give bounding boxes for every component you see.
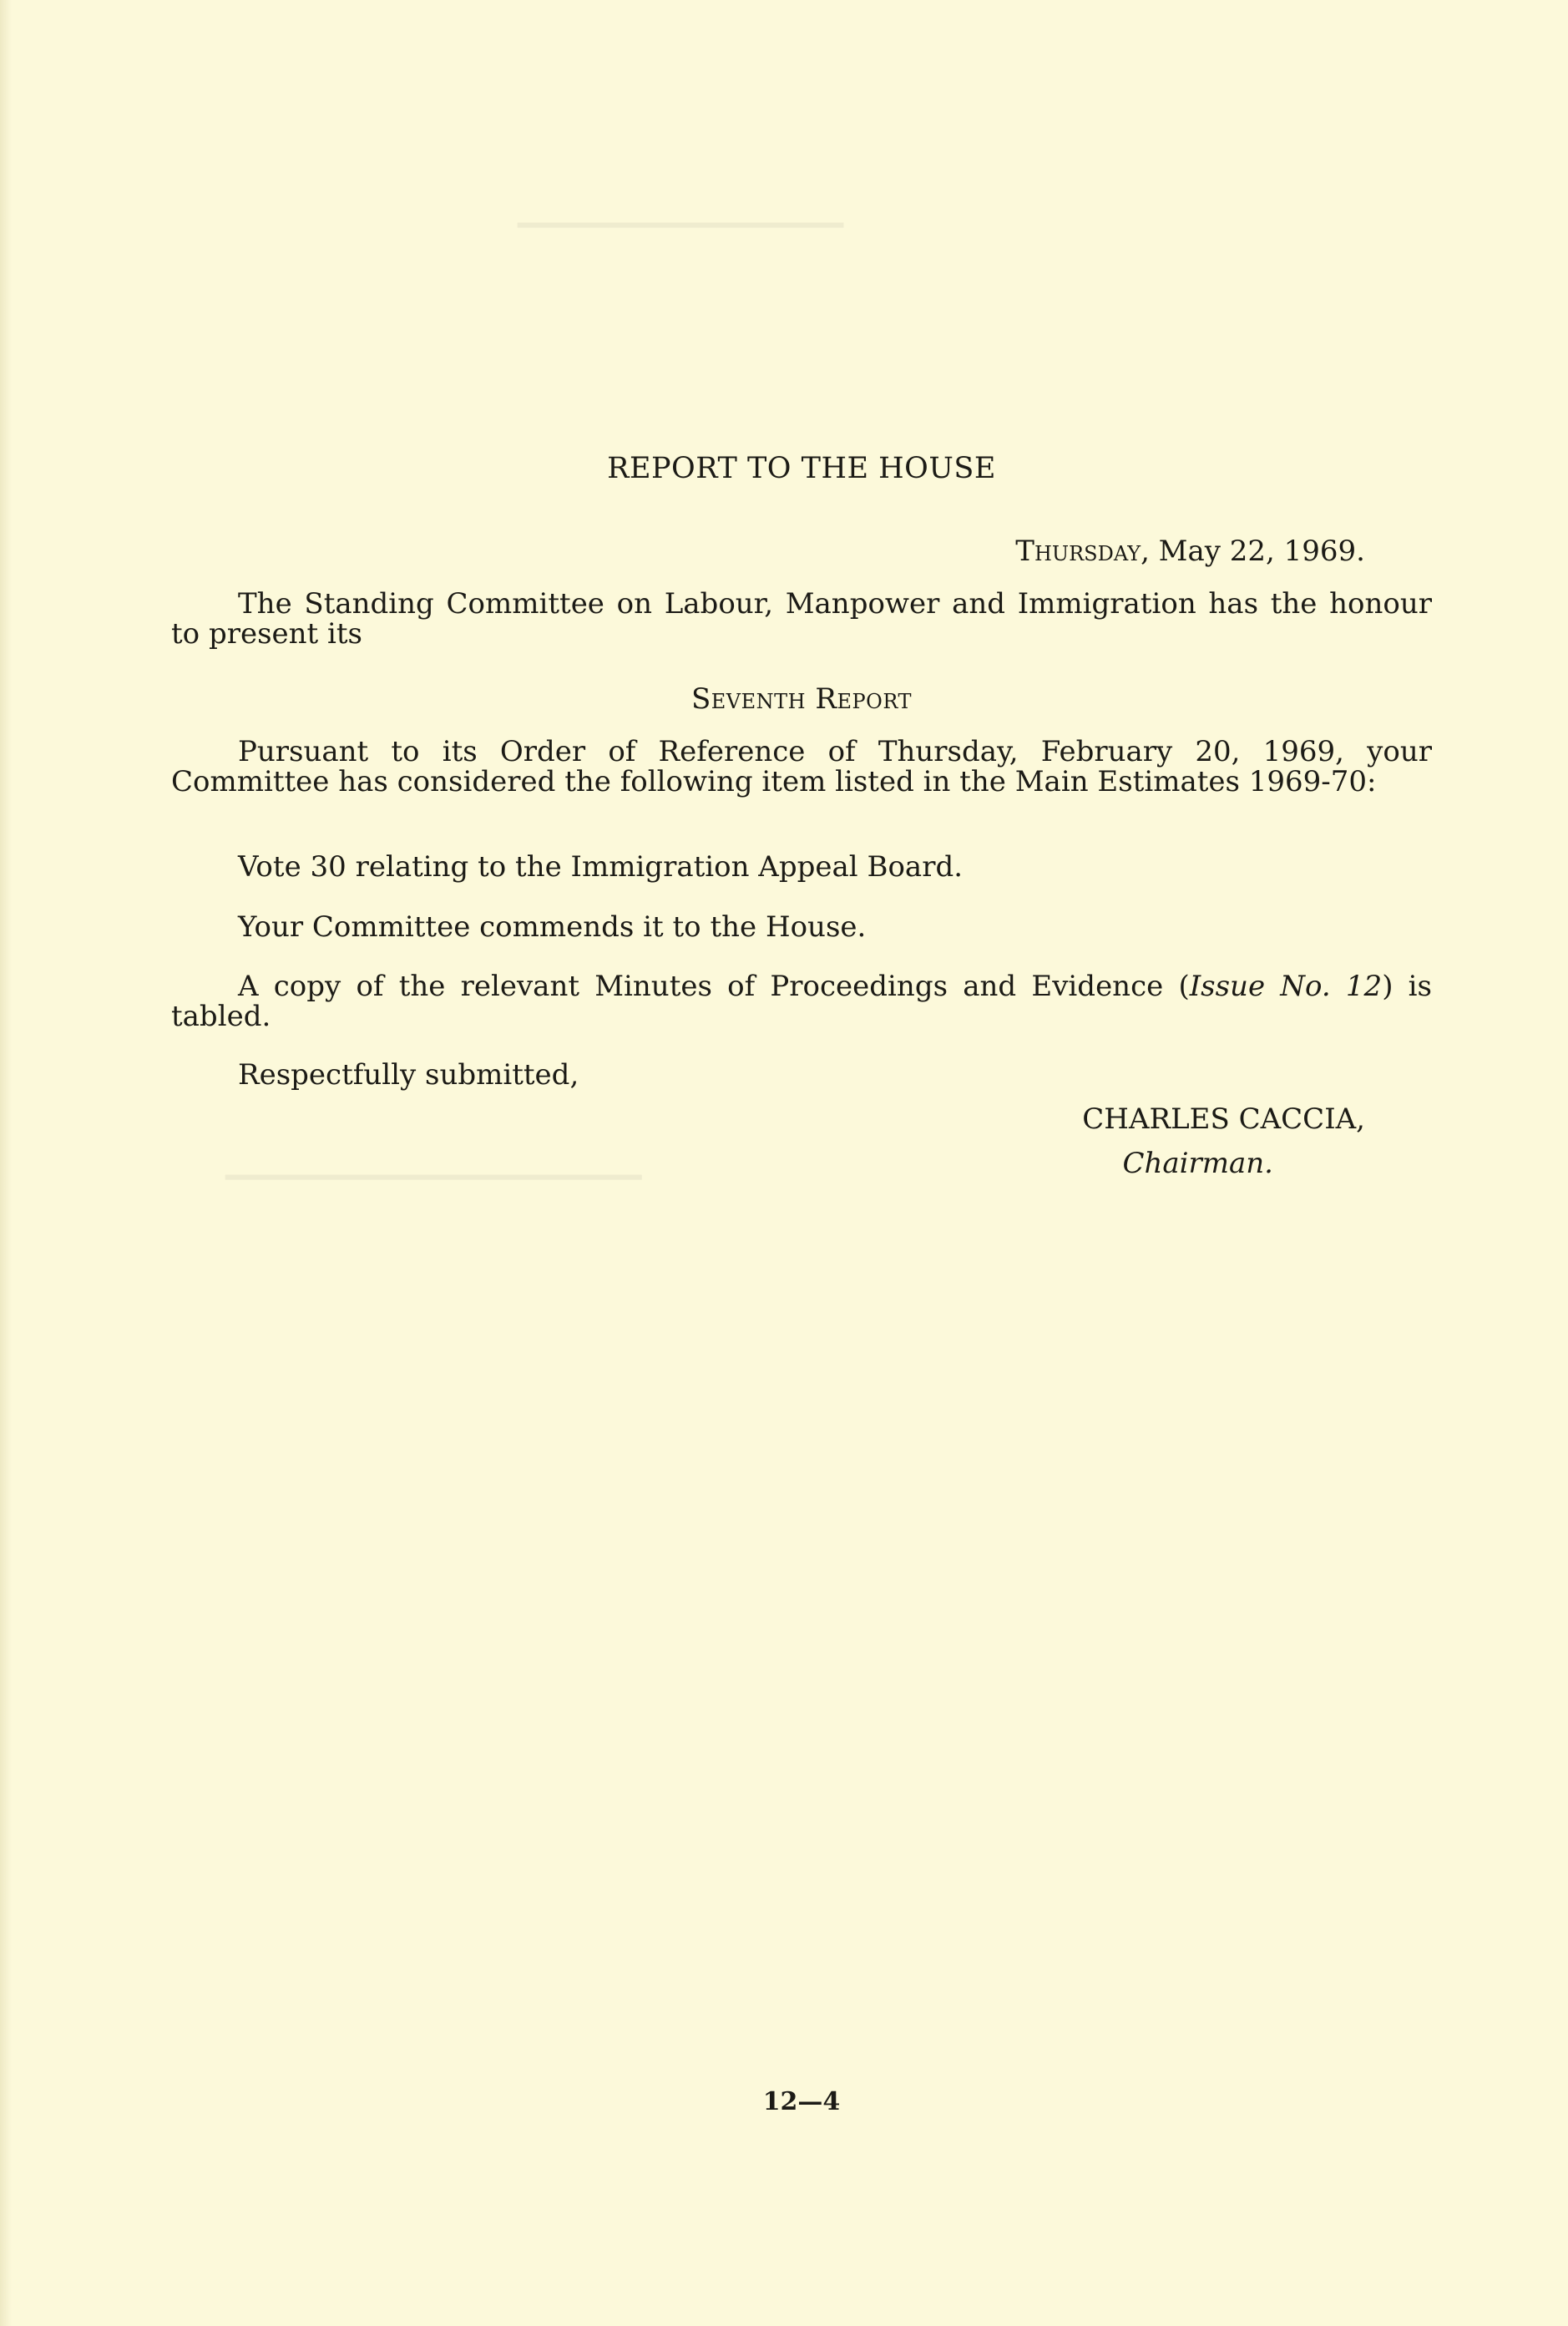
report-date-day: Thursday	[1015, 535, 1141, 568]
show-through-texture-lower: ━━━━━━━━━━━━━━━━━━━━━━━	[225, 1161, 642, 1195]
copy-paragraph-text-start: A copy of the relevant Minutes of Proceedings and Evidence (	[238, 970, 1190, 1003]
pursuant-paragraph: Pursuant to its Order of Reference of Thursday, February 20, 1969, your Committee has considered the following item listed in the Main Estimates 1969-70:	[171, 735, 1432, 798]
signatory-title: Chairman.	[1122, 1147, 1273, 1180]
vote-line: Vote 30 relating to the Immigration Appeal Board.	[238, 850, 964, 884]
report-date-rest: , May 22, 1969.	[1141, 535, 1365, 568]
signatory-name: CHARLES CACCIA,	[1082, 1102, 1365, 1136]
copy-paragraph-issue: Issue No. 12	[1189, 970, 1383, 1003]
copy-paragraph	[171, 971, 1432, 1031]
page-edge-shadow	[0, 0, 12, 2326]
show-through-texture: ━━━━━━━━━━━━━━━━━━	[518, 209, 844, 243]
report-heading: REPORT TO THE HOUSE	[607, 452, 996, 485]
report-date	[171, 532, 1365, 570]
intro-paragraph: The Standing Committee on Labour, Manpower and Immigration has the honour to present its	[171, 587, 1432, 651]
report-title: Seventh Report	[690, 682, 912, 716]
page-number: 12—4	[762, 2087, 841, 2116]
commends-line: Your Committee commends it to the House.	[238, 910, 867, 944]
copy-paragraph-text-end: ) is tabled.	[171, 970, 1432, 1033]
closing-line: Respectfully submitted,	[238, 1058, 579, 1092]
